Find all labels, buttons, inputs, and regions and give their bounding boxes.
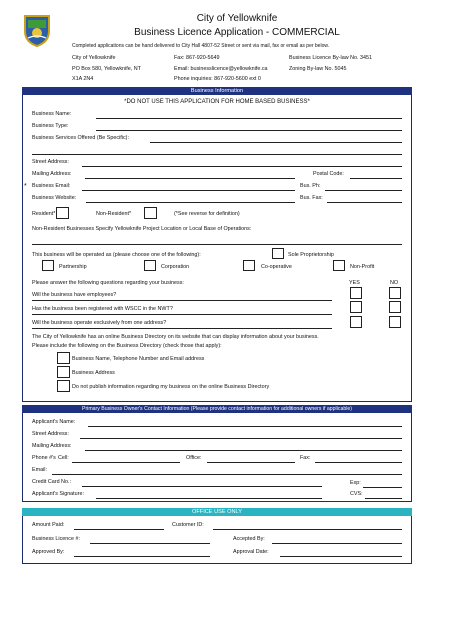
phone-inquiries: Phone inquiries: 867-920-5600 ext 0: [174, 76, 261, 82]
street-address-label: Street Address:: [32, 159, 69, 165]
wscc-no-checkbox[interactable]: [389, 301, 401, 313]
home-business-warning: *DO NOT USE THIS APPLICATION FOR HOME BASED BUSINESS*: [124, 99, 310, 105]
owner-mailing-field[interactable]: [85, 450, 402, 451]
services-label: Business Services Offered (Be Specific):: [32, 135, 129, 141]
accepted-by-label: Accepted By:: [233, 536, 265, 542]
corporation-checkbox[interactable]: [144, 260, 156, 271]
no-header: NO: [390, 280, 399, 286]
bylaw-zoning: Zoning By-law No. 5045: [289, 66, 347, 72]
owner-fax-label: Fax:: [300, 455, 311, 461]
street-address-field[interactable]: [82, 166, 402, 167]
services-field[interactable]: [150, 142, 402, 143]
owner-cell-label: Cell:: [58, 455, 69, 461]
owner-office-field[interactable]: [207, 462, 295, 463]
owner-phone-label: Phone #'s: [32, 455, 56, 461]
corporation-label: Corporation: [161, 264, 190, 270]
address-line-2: PO Box 580, Yellowknife, NT: [72, 66, 141, 72]
business-website-label: Business Website:: [32, 195, 77, 201]
non-resident-field[interactable]: [32, 244, 402, 245]
wscc-yes-checkbox[interactable]: [350, 301, 362, 313]
questions-intro: Please answer the following questions regarding your business:: [32, 280, 184, 286]
cooperative-label: Co-operative: [261, 264, 292, 270]
business-fax-label: Bus. Fax:: [300, 195, 323, 201]
nonprofit-checkbox[interactable]: [333, 260, 345, 271]
amount-paid-field[interactable]: [74, 529, 164, 530]
credit-card-label: Credit Card No.:: [32, 479, 71, 485]
business-type-label: Business Type:: [32, 123, 69, 129]
owner-email-label: Email:: [32, 467, 47, 473]
owner-contact-bar: Primary Business Owner's Contact Information (Please provide contact information for additional owners if applicable): [22, 405, 412, 413]
customer-id-label: Customer ID:: [172, 522, 204, 528]
question-one-address: Will the business operate exclusively from one address?: [32, 320, 167, 326]
directory-do-not-publish-label: Do not publish information regarding my business on the online Business Directory: [72, 384, 270, 390]
directory-address-label: Business Address: [72, 370, 115, 376]
partnership-checkbox[interactable]: [42, 260, 54, 271]
question-one-address-rule: [32, 328, 332, 329]
non-resident-question: Non-Resident Businesses Specify Yellowknife Project Location or Local Base of Operations:: [32, 226, 252, 232]
card-cvs-label: CVS:: [350, 491, 363, 497]
address-line-1: City of Yellowknife: [72, 55, 116, 61]
business-type-field[interactable]: [96, 130, 402, 131]
question-employees: Will the business have employees?: [32, 292, 117, 298]
postal-code-field[interactable]: [350, 178, 402, 179]
approved-by-field[interactable]: [74, 556, 210, 557]
owner-contact-section: [22, 405, 412, 502]
business-licence-number-field[interactable]: [90, 543, 210, 544]
city-title: City of Yellowknife: [196, 13, 278, 24]
business-name-label: Business Name:: [32, 111, 72, 117]
bylaw-licence: Business Licence By-law No. 3451: [289, 55, 372, 61]
submission-note: Completed applications can be hand delivered to City Hall 4807-52 Street or sent via mail, fax or email as per below.: [72, 43, 330, 49]
question-wscc: Has the business been registered with WSCC in the NWT?: [32, 306, 173, 312]
approval-date-field[interactable]: [280, 556, 402, 557]
address-line-3: X1A 2N4: [72, 76, 94, 82]
business-email-label: Business Email:: [32, 183, 71, 189]
services-field-2[interactable]: [32, 154, 402, 155]
owner-mailing-label: Mailing Address:: [32, 443, 72, 449]
one-address-yes-checkbox[interactable]: [350, 316, 362, 328]
owner-street-label: Street Address:: [32, 431, 69, 437]
customer-id-field[interactable]: [213, 529, 402, 530]
employees-no-checkbox[interactable]: [389, 287, 401, 299]
directory-do-not-publish-checkbox[interactable]: [57, 380, 70, 392]
directory-instructions: Please include the following on the Business Directory (check those that apply):: [32, 343, 222, 349]
sole-proprietorship-checkbox[interactable]: [272, 248, 284, 259]
employees-yes-checkbox[interactable]: [350, 287, 362, 299]
directory-address-checkbox[interactable]: [57, 366, 70, 378]
see-reverse-note: (*See reverse for definition): [174, 211, 240, 217]
required-asterisk: *: [24, 183, 27, 190]
applicant-signature-label: Applicant's Signature:: [32, 491, 84, 497]
office-use-bar: OFFICE USE ONLY: [22, 508, 412, 516]
business-information-bar: Business Information: [22, 87, 412, 95]
resident-label: Resident*: [32, 211, 56, 217]
business-phone-label: Bus. Ph:: [300, 183, 321, 189]
applicant-name-field[interactable]: [88, 426, 402, 427]
business-fax-field[interactable]: [327, 202, 402, 203]
owner-fax-field[interactable]: [315, 462, 402, 463]
question-employees-rule: [32, 300, 332, 301]
one-address-no-checkbox[interactable]: [389, 316, 401, 328]
business-email-field[interactable]: [82, 190, 295, 191]
owner-cell-field[interactable]: [72, 462, 180, 463]
owner-street-field[interactable]: [80, 438, 402, 439]
contact-email: Email: businesslicence@yellowknife.ca: [174, 66, 268, 72]
mailing-address-field[interactable]: [85, 178, 295, 179]
yes-header: YES: [349, 280, 360, 286]
applicant-name-label: Applicant's Name:: [32, 419, 76, 425]
amount-paid-label: Amount Paid:: [32, 522, 65, 528]
business-website-field[interactable]: [86, 202, 295, 203]
business-name-field[interactable]: [96, 118, 402, 119]
non-resident-label: Non-Resident*: [96, 211, 132, 217]
business-licence-number-label: Business Licence #:: [32, 536, 80, 542]
form-title: Business Licence Application - COMMERCIAL: [134, 27, 340, 38]
directory-name-phone-email-label: Business Name, Telephone Number and Email address: [72, 356, 205, 362]
operated-as-label: This business will be operated as (please choose one of the following):: [32, 252, 201, 258]
business-phone-field[interactable]: [325, 190, 402, 191]
accepted-by-field[interactable]: [272, 543, 402, 544]
sole-proprietorship-label: Sole Proprietorship: [288, 252, 334, 258]
card-cvs-field[interactable]: [365, 498, 402, 499]
cooperative-checkbox[interactable]: [243, 260, 255, 271]
resident-checkbox[interactable]: [56, 207, 69, 219]
question-wscc-rule: [32, 314, 332, 315]
mailing-address-label: Mailing Address:: [32, 171, 72, 177]
card-exp-label: Exp:: [350, 480, 361, 486]
card-exp-field[interactable]: [363, 487, 402, 488]
approval-date-label: Approval Date:: [233, 549, 269, 555]
owner-office-label: Office:: [186, 455, 202, 461]
postal-code-label: Postal Code:: [313, 171, 344, 177]
directory-info: The City of Yellowknife has an online Business Directory on its website that can display information about your business.: [32, 334, 319, 340]
applicant-signature-field[interactable]: [96, 498, 322, 499]
non-resident-checkbox[interactable]: [144, 207, 157, 219]
fax-number: Fax: 867-920-5649: [174, 55, 220, 61]
owner-email-field[interactable]: [52, 474, 402, 475]
approved-by-label: Approved By:: [32, 549, 65, 555]
nonprofit-label: Non-Profit: [350, 264, 375, 270]
credit-card-field[interactable]: [82, 486, 322, 487]
directory-name-phone-email-checkbox[interactable]: [57, 352, 70, 364]
partnership-label: Partnership: [59, 264, 87, 270]
